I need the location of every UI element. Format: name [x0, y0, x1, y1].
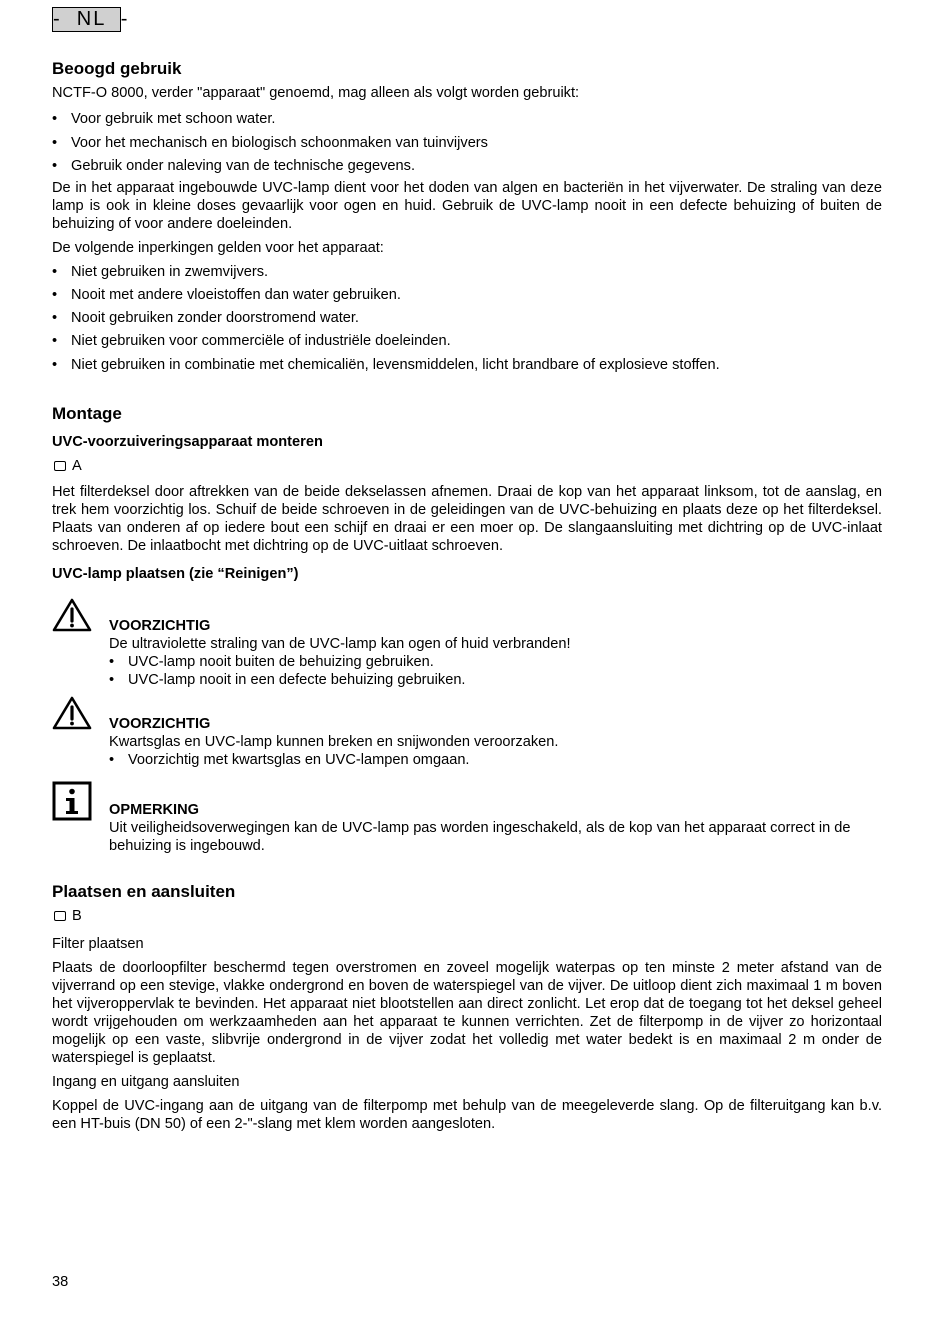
- notice-text: Uit veiligheidsoverwegingen kan de UVC-lamp pas worden ingeschakeld, als de kop van het apparaat correct in de behuizing is ingebouwd.: [109, 819, 851, 854]
- section-intended-use: [52, 58, 882, 377]
- notice-text: De ultraviolette straling van de UVC-lamp kan ogen of huid verbranden!: [109, 635, 571, 652]
- connect-text: Koppel de UVC-ingang aan de uitgang van de filterpomp met behulp van de meegeleverde slang. Op de filteruitgang kan b.v. een HT-buis (DN 50) of een 2-"-slang met klem worden aangesloten.: [52, 1097, 882, 1132]
- subheading: UVC-lamp plaatsen (zie “Reinigen”): [52, 565, 299, 582]
- figure-icon: [54, 461, 66, 471]
- notice-text: Kwartsglas en UVC-lamp kunnen breken en snijwonden veroorzaken.: [109, 733, 559, 750]
- list-item: • Niet gebruiken in combinatie met chemicaliën, levensmiddelen, licht brandbare of explosieve stoffen.: [52, 354, 882, 377]
- notice-list: [109, 653, 882, 689]
- subheading: Ingang en uitgang aansluiten: [52, 1073, 240, 1090]
- restrictions-intro: De volgende inperkingen gelden voor het apparaat:: [52, 239, 384, 256]
- caution-notice: [52, 693, 882, 769]
- warning-icon: [52, 597, 92, 633]
- list-item: • Nooit met andere vloeistoffen dan water gebruiken.: [52, 284, 882, 307]
- list-item: • UVC-lamp nooit buiten de behuizing gebruiken.: [109, 653, 882, 671]
- uvc-text: De in het apparaat ingebouwde UVC-lamp dient voor het doden van algen en bacteriën in het vijverwater. De straling van deze lamp is ook in kleine doses gevaarlijk voor ogen en huid. Gebruik de UVC-lamp nooit in een defecte behuizing of buiten de behuizing of voor andere doeleinden.: [52, 179, 882, 232]
- restrictions-list: [52, 261, 882, 377]
- page-content: [52, 58, 882, 1133]
- list-item: • Voor gebruik met schoon water.: [52, 108, 882, 132]
- caution-notice: [52, 595, 882, 689]
- figure-reference: [52, 907, 882, 925]
- figure-reference: [52, 457, 882, 475]
- notice-title: VOORZICHTIG: [109, 715, 211, 732]
- list-item: • Gebruik onder naleving van de technische gegevens.: [52, 155, 882, 179]
- figure-label: B: [72, 907, 82, 924]
- list-item: • Voor het mechanisch en biologisch schoonmaken van tuinvijvers: [52, 132, 882, 156]
- info-notice: [52, 779, 882, 855]
- list-item: • UVC-lamp nooit in een defecte behuizing gebruiken.: [109, 671, 882, 689]
- section-assembly: [52, 403, 882, 855]
- notice-title: OPMERKING: [109, 801, 199, 818]
- placing-text: Plaats de doorloopfilter beschermd tegen overstromen en zoveel mogelijk waterpas op ten minste 2 meter afstand van de vijverrand op een stevige, vlakke ondergrond en boven de waterspiegel van de vijver. De uitloop dient zich maximaal 1 m boven het vijveroppervlak te bevinden. Het apparaat niet blootstellen aan direct zonlicht. Let erop dat de toegang tot het deksel geheel wordt vrijgehouden om werkzaamheden aan het apparaat te kunnen verrichten. Zet de filterpomp in de vijver zo horizontaal mogelijk op een vaste, slibvrije ondergrond in de vijver zodat het volledig met water bedekt is en maximaal 2 m onder de waterspiegel is geplaatst.: [52, 959, 882, 1066]
- info-icon: [52, 781, 92, 821]
- section-heading: Plaatsen en aansluiten: [52, 881, 236, 901]
- notice-list: [109, 751, 882, 769]
- subheading: UVC-voorzuiveringsapparaat monteren: [52, 433, 323, 450]
- page-number: 38: [52, 1274, 69, 1290]
- warning-icon: [52, 695, 92, 731]
- notice-title: VOORZICHTIG: [109, 617, 211, 634]
- figure-label: A: [72, 457, 82, 474]
- list-item: • Voorzichtig met kwartsglas en UVC-lampen omgaan.: [109, 751, 882, 769]
- section-heading: Beoogd gebruik: [52, 59, 182, 78]
- intro-text: NCTF-O 8000, verder "apparaat" genoemd, mag alleen als volgt worden gebruikt:: [52, 85, 580, 101]
- list-item: • Niet gebruiken voor commerciële of industriële doeleinden.: [52, 330, 882, 353]
- section-placing: [52, 881, 882, 1133]
- language-tag: - NL -: [53, 8, 130, 30]
- assembly-text: Het filterdeksel door aftrekken van de beide dekselassen afnemen. Draai de kop van het apparaat linksom, tot de aanslag, en trek hem voorzichtig los. Schuif de beide schroeven in de geleidingen van de UVC-behuizing en plaats deze op het filterdeksel. Plaats van onderen af op iedere bout een schijf en draai er een moer op. De slangaansluiting met dichtring op de UVC-inlaat schroeven. De inlaatbocht met dichtring op de UVC-uitlaat schroeven.: [52, 483, 882, 554]
- subheading: Filter plaatsen: [52, 935, 144, 952]
- list-item: • Niet gebruiken in zwemvijvers.: [52, 261, 882, 284]
- list-item: • Nooit gebruiken zonder doorstromend water.: [52, 307, 882, 330]
- figure-icon: [54, 911, 66, 921]
- uses-list: [52, 108, 882, 179]
- section-heading: Montage: [52, 403, 122, 423]
